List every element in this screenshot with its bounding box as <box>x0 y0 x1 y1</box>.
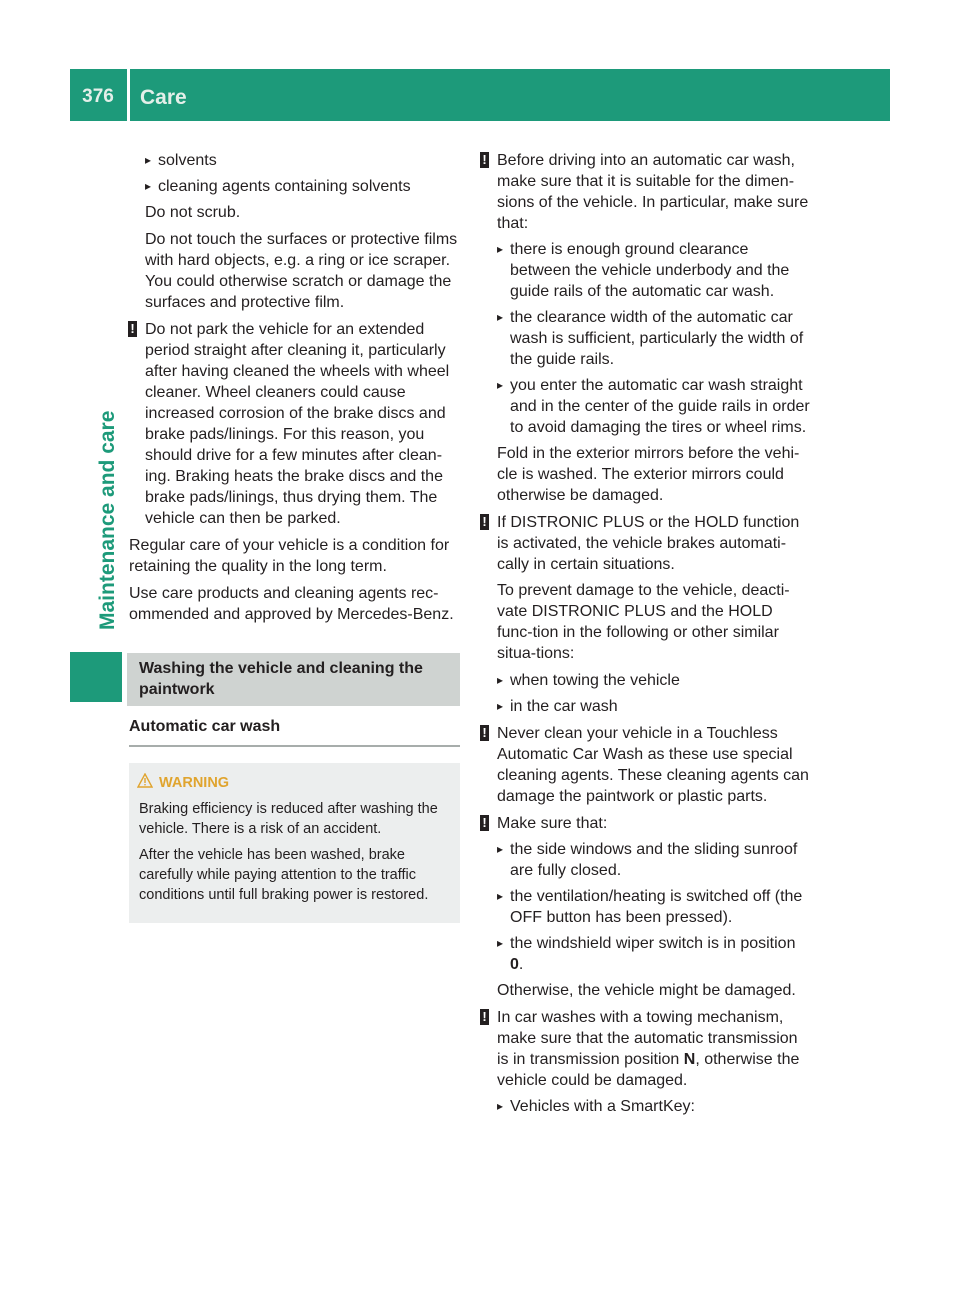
section-title: Care <box>140 86 187 109</box>
list-item: ▸ the clearance width of the automatic car wash is sufficient, particularly the width of the guide rails. <box>497 307 812 370</box>
page-number: 376 <box>82 86 114 107</box>
list-item: ▸ you enter the automatic car wash straight and in the center of the guide rails in order to avoid damaging the tires or wheel rims. <box>497 375 812 438</box>
note-text: Do not park the vehicle for an extended period straight after cleaning it, particularly after having cleaned the wheels with wheel cleaner. Wheel cleaners could cause increased corrosion of the brake discs and brake pads/linings. For this reason, you should drive for a few minutes after clean-ing. Braking heats the brake discs and the brake pads/linings, thus drying them. The vehicle can then be parked. <box>145 321 450 527</box>
paragraph: Otherwise, the vehicle might be damaged. <box>497 982 796 999</box>
list-item: ▸ the side windows and the sliding sunroof are fully closed. <box>497 839 812 881</box>
exclamation-icon: ! <box>480 1009 489 1025</box>
list-item: ▸ in the car wash <box>497 696 812 717</box>
list-item: ▸ the windshield wiper switch is in position 0. <box>497 933 812 975</box>
exclamation-icon: ! <box>128 321 137 337</box>
list-item: ▸ when towing the vehicle <box>497 670 812 691</box>
paragraph: To prevent damage to the vehicle, deacti-vate DISTRONIC PLUS and the HOLD func-tion in the following or other similar situa-tions: <box>497 582 790 662</box>
note-block <box>481 150 812 506</box>
warning-triangle-icon <box>137 773 153 789</box>
list-item: ▸ solvents <box>145 150 460 171</box>
section-heading: Washing the vehicle and cleaning the paintwork <box>127 653 460 706</box>
note-block <box>481 512 812 717</box>
list-item: ▸ Vehicles with a SmartKey: <box>497 1096 812 1117</box>
exclamation-icon: ! <box>480 152 489 168</box>
left-column <box>129 150 460 923</box>
note-text: Never clean your vehicle in a Touchless Automatic Car Wash as these use special cleaning agents. These cleaning agents can damage the paintwork or plastic parts. <box>497 725 809 805</box>
bullet-list-top <box>129 150 460 313</box>
sidebar-marker <box>70 652 122 702</box>
note-block <box>481 1007 812 1117</box>
exclamation-icon: ! <box>480 514 489 530</box>
note-text: If DISTRONIC PLUS or the HOLD function is activated, the vehicle brakes automati-cally in certain situations. <box>497 514 800 573</box>
subsection-heading: Automatic car wash <box>129 716 460 747</box>
list-item: ▸ cleaning agents containing solvents <box>145 176 460 197</box>
transmission-position: N <box>683 1051 696 1068</box>
paragraph: Do not scrub. <box>145 204 241 221</box>
list-item: ▸ the ventilation/heating is switched off (the OFF button has been pressed). <box>497 886 812 928</box>
note-block <box>481 813 812 1001</box>
note-text: Make sure that: <box>497 815 608 832</box>
exclamation-icon: ! <box>480 815 489 831</box>
switch-position: 0 <box>510 956 519 973</box>
paragraph: Regular care of your vehicle is a condition for retaining the quality in the long term. <box>129 537 450 575</box>
note-block <box>129 319 460 529</box>
note-text: In car washes with a towing mechanism, make sure that the automatic transmission is in transmission position N, otherwise the vehicle could be damaged. <box>497 1009 800 1089</box>
right-column <box>481 150 812 1123</box>
paragraph: Fold in the exterior mirrors before the vehi-cle is washed. The exterior mirrors could otherwise be damaged. <box>497 445 800 504</box>
warning-text: Braking efficiency is reduced after washing the vehicle. There is a risk of an accident. <box>139 801 438 837</box>
paragraph: Use care products and cleaning agents rec-ommended and approved by Mercedes-Benz. <box>129 585 454 623</box>
warning-box <box>129 763 460 923</box>
header-bar <box>70 69 890 121</box>
warning-text: After the vehicle has been washed, brake carefully while paying attention to the traffic conditions until full braking power is restored. <box>139 847 429 903</box>
list-item: ▸ there is enough ground clearance between the vehicle underbody and the guide rails of the automatic car wash. <box>497 239 812 302</box>
header-divider <box>127 69 130 121</box>
exclamation-icon: ! <box>480 725 489 741</box>
warning-title: WARNING <box>159 773 450 793</box>
note-text: Before driving into an automatic car wash, make sure that it is suitable for the dimen-sions of the vehicle. In particular, make sure that: <box>497 152 809 232</box>
paragraph: Do not touch the surfaces or protective films with hard objects, e.g. a ring or ice scraper. You could otherwise scratch or damage the surfaces and protective film. <box>145 231 458 311</box>
note-block <box>481 723 812 807</box>
sidebar-chapter-label: Maintenance and care <box>96 410 119 630</box>
